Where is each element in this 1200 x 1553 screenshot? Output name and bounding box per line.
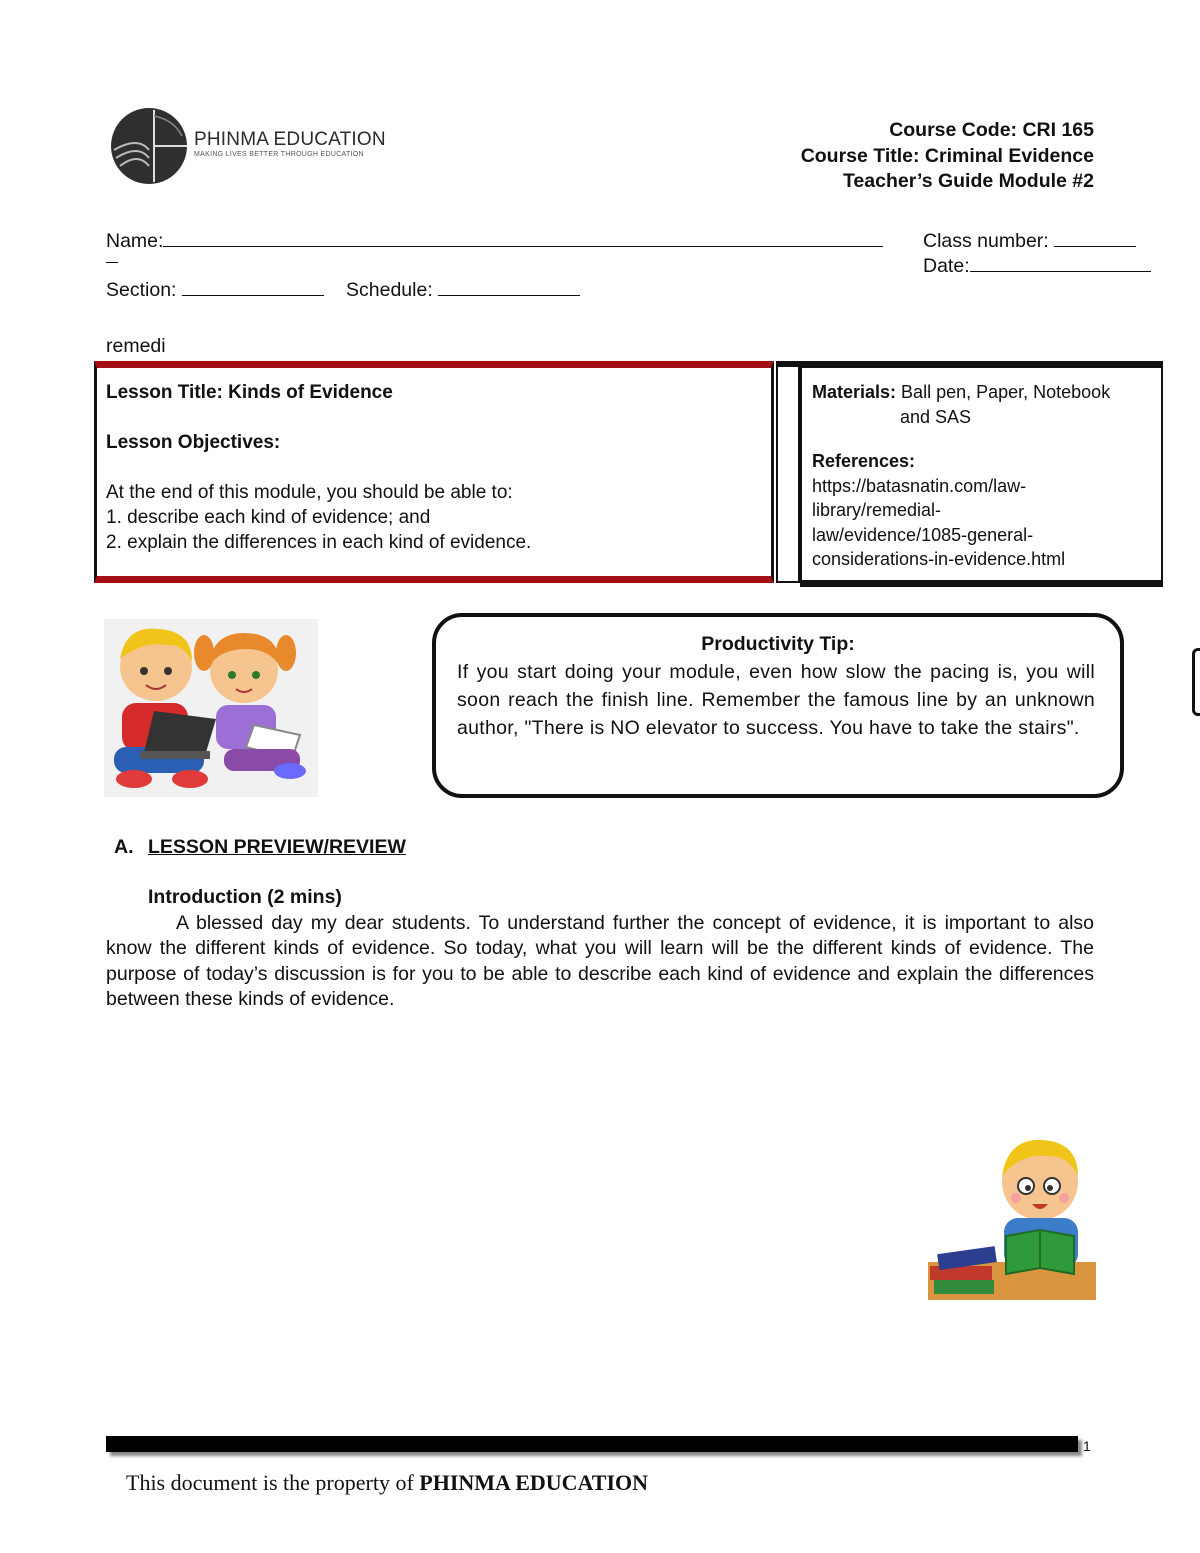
module-title: Teacher’s Guide Module #2 xyxy=(842,170,1094,192)
schedule-field[interactable] xyxy=(346,277,580,302)
section-field[interactable] xyxy=(106,277,324,302)
intro-paragraph: A blessed day my dear students. To understand further the concept of evidence, it is important to also know the different kinds of evidence. So today, what you will learn will be the different kinds of evidence. The purpose of today’s discussion is for you to be able to describe each kind of evidence and explain the differences between these kinds of evidence. xyxy=(106,912,1094,1010)
reference-link[interactable]: library/remedial- xyxy=(812,500,942,520)
section-line[interactable] xyxy=(182,277,324,296)
class-number-line[interactable] xyxy=(1054,228,1136,247)
date-label: Date: xyxy=(923,255,970,277)
kids-studying-illustration-icon xyxy=(104,619,318,797)
boy-reading-illustration xyxy=(928,1136,1096,1300)
objective-item: 1. describe each kind of evidence; and xyxy=(106,507,431,528)
kids-illustration xyxy=(104,619,318,797)
phinma-globe-logo-icon xyxy=(108,106,190,186)
intro-heading: Introduction (2 mins) xyxy=(148,886,342,908)
references-label: References: xyxy=(812,451,916,471)
course-code: Course Code: CRI 165 xyxy=(889,119,1094,141)
logo-tagline: MAKING LIVES BETTER THROUGH EDUCATION xyxy=(194,151,364,158)
materials-items-cont: and SAS xyxy=(900,406,972,427)
tip-body: If you start doing your module, even how slow the pacing is, you will soon reach the finish line. Remember the famous line by an unknown author, "There is NO elevator to success. You have to take the stairs". xyxy=(457,661,1095,739)
course-info xyxy=(801,118,1094,195)
class-number-field[interactable] xyxy=(923,228,1136,253)
materials-label: Materials: xyxy=(812,382,897,402)
reference-link[interactable]: https://batasnatin.com/law- xyxy=(812,475,1027,496)
section-label: Section: xyxy=(106,279,177,301)
objective-item: 2. explain the differences in each kind of evidence. xyxy=(106,532,532,553)
box-divider xyxy=(776,361,800,583)
stray-text: remedi xyxy=(106,335,166,357)
schedule-label: Schedule: xyxy=(346,279,433,301)
objectives-label: Lesson Objectives: xyxy=(106,432,281,453)
class-number-label: Class number: xyxy=(923,230,1049,252)
name-field[interactable] xyxy=(106,228,883,253)
date-field[interactable] xyxy=(923,253,1151,278)
footer-prefix: This document is the property of xyxy=(126,1470,420,1495)
footer-property-text xyxy=(126,1470,648,1496)
schedule-line[interactable] xyxy=(438,277,580,296)
reference-link[interactable]: law/evidence/1085-general- xyxy=(812,524,1034,545)
footer-org: PHINMA EDUCATION xyxy=(419,1470,649,1495)
footer-bar xyxy=(106,1436,1078,1452)
name-label: Name: xyxy=(106,230,164,252)
name-line[interactable] xyxy=(163,228,883,247)
date-line[interactable] xyxy=(970,253,1151,272)
tip-title: Productivity Tip: xyxy=(701,633,855,655)
section-title: LESSON PREVIEW/REVIEW xyxy=(148,836,406,858)
boy-reading-illustration-icon xyxy=(928,1136,1096,1300)
materials-items: Ball pen, Paper, Notebook xyxy=(896,382,1111,402)
stray-underline xyxy=(106,262,118,263)
logo-name: PHINMA EDUCATION xyxy=(194,129,386,150)
lesson-title: Lesson Title: Kinds of Evidence xyxy=(106,382,393,403)
page-number: 1 xyxy=(1083,1438,1091,1454)
materials-content xyxy=(812,380,1152,572)
reference-link[interactable]: considerations-in-evidence.html xyxy=(812,549,1066,569)
objectives-intro: At the end of this module, you should be able to: xyxy=(106,482,513,503)
side-tab xyxy=(1192,648,1200,716)
section-letter: A. xyxy=(114,836,134,858)
course-title: Course Title: Criminal Evidence xyxy=(800,144,1094,167)
lesson-content xyxy=(106,380,766,555)
